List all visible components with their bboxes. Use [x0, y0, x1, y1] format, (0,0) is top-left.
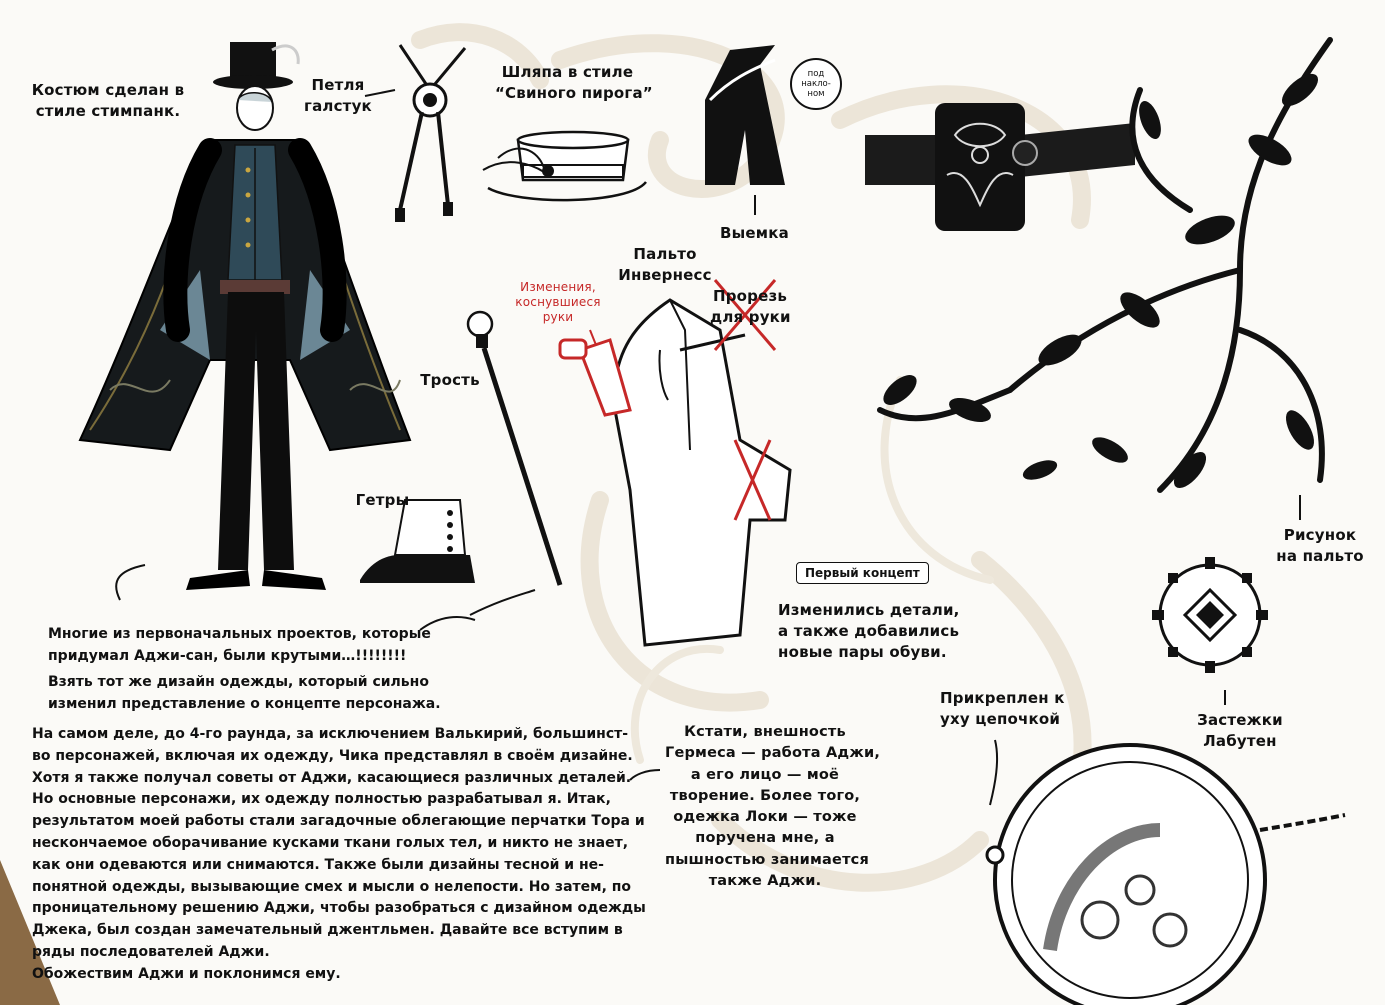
label-coat-pattern: Рисунок на пальто [1276, 526, 1364, 565]
label-porkpie-hat: Шляпа в стиле “Свиного пирога” [495, 63, 653, 102]
label-details-changed: Изменились детали, а также добавились новые пары обуви. [778, 601, 960, 661]
label-cane: Трость [420, 371, 480, 389]
label-arm-slit: Прорезь для руки [710, 287, 791, 326]
label-arm-changes: Изменения, коснувшиеся руки [515, 280, 601, 324]
label-labouten-clasps: Застежки Лабутен [1197, 711, 1283, 750]
label-inverness-coat: Пальто Инвернесс [618, 245, 712, 284]
label-notch: Выемка [720, 224, 789, 242]
tilt-speech-bubble: под накло- ном [790, 58, 842, 110]
note-original-projects: Многие из первоначальных проектов, которые придумал Аджи-сан, были крутыми…!!!!!!!! [48, 626, 431, 664]
label-gaiters: Гетры [355, 491, 410, 509]
label-bolo-tie: Петля галстук [304, 76, 372, 115]
label-ear-chain: Прикреплен к уху цепочкой [940, 689, 1065, 728]
main-commentary-text: На самом деле, до 4-го раунда, за исключением Валькирий, большинст- во персонажей, включая их одежду, Чика представлял в своём дизайне. Хотя я также получал советы от Аджи, касающиеся различных деталей. Но основные персонажи, их одежду полностью разрабатывал я. Итак, результатом моей работы стали загадочные облегающие перчатки Тора и нескончаемое оборачивание кусками ткани голых тел, и никто не знает, как они одеваются или снимаются. Также были дизайны тесной и не- понятной одежды, вызывающие смех и мысли о нелепости. Но затем, по проницательному решению Аджи, чтобы разобраться с дизайном одежды Джека, был создан замечательный джентльмен. Давайте все вступим в ряды последователей Аджи. Обожествим Аджи и поклонимся ему. [32, 726, 646, 982]
note-hermes-loki: Кстати, внешность Гермеса — работа Аджи, а его лицо — моё творение. Более того, одежка Локи — тоже поручена мне, а пышностью занимается также Аджи. [665, 724, 881, 890]
label-costume: Костюм сделан в стиле стимпанк. [31, 81, 185, 120]
first-concept-tag: Первый концепт [796, 562, 929, 584]
note-design-change: Взять тот же дизайн одежды, который сильно изменил представление о концепте персонажа. [48, 674, 441, 712]
